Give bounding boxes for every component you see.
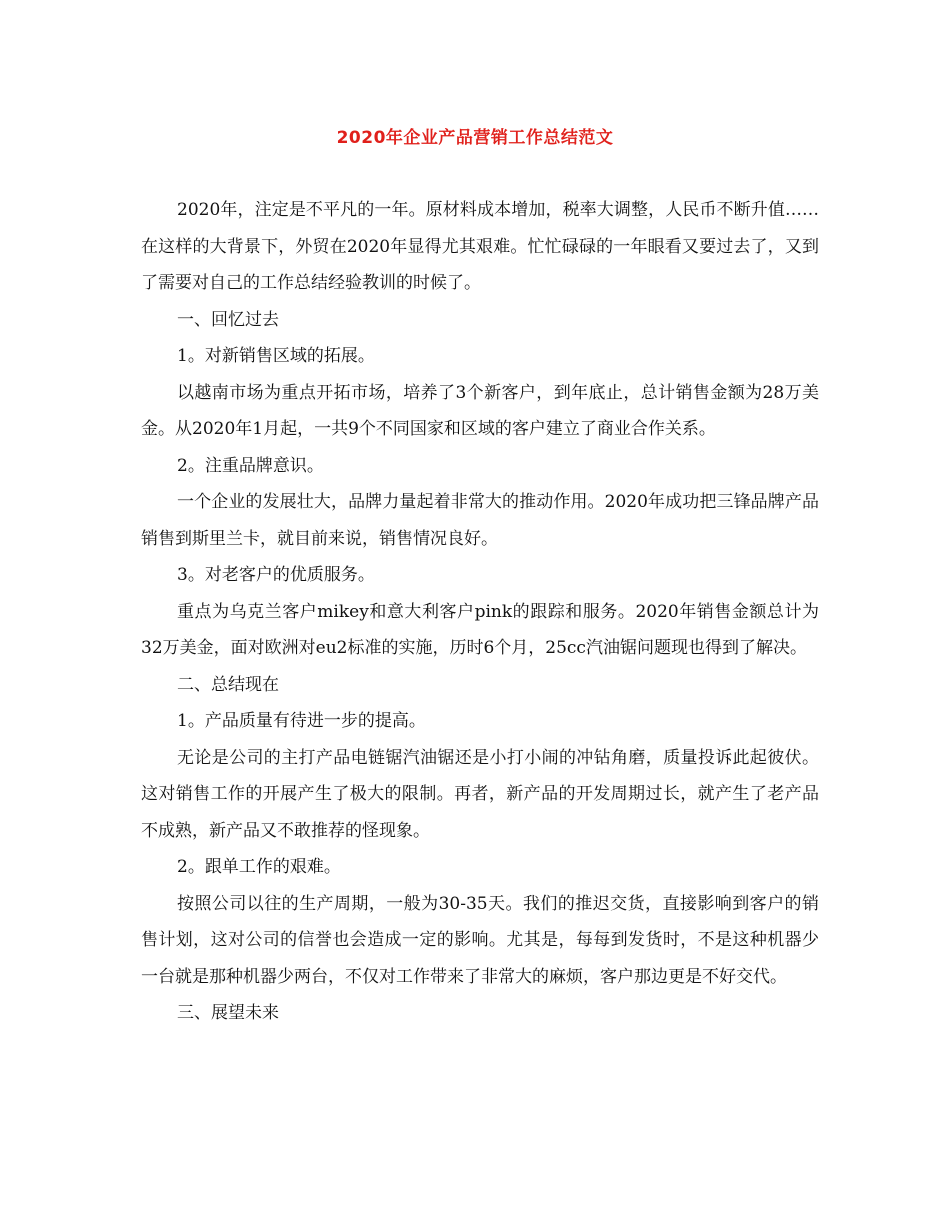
paragraph-production-cycle: 按照公司以往的生产周期，一般为30-35天。我们的推迟交货，直接影响到客户的销售计划，这对公司的信誉也会造成一定的影响。尤其是，每每到发货时，不是这种机器少一台就是那种机器少两台，不仅对工作带来了非常大的麻烦，客户那边更是不好交代。 [141, 893, 819, 987]
paragraph-quality-complaints: 无论是公司的主打产品电链锯汽油锯还是小打小闹的冲钻角磨，质量投诉此起彼伏。这对销售工作的开展产生了极大的限制。再者，新产品的开发周期过长，就产生了老产品不成熟，新产品又不敢推荐的怪现象。 [141, 747, 819, 841]
paragraph-brand-power: 一个企业的发展壮大，品牌力量起着非常大的推动作用。2020年成功把三锋品牌产品销售到斯里兰卡，就目前来说，销售情况良好。 [141, 492, 819, 549]
document-title: 2020年企业产品营销工作总结范文 [336, 128, 614, 148]
subheading-old-customer-service: 3。对老客户的优质服务。 [177, 565, 375, 585]
section-heading-review-past: 一、回忆过去 [177, 309, 279, 330]
paragraph-intro: 2020年，注定是不平凡的一年。原材料成本增加，税率大调整，人民币不断升值……在这样的大背景下，外贸在2020年显得尤其艰难。忙忙碌碌的一年眼看又要过去了，又到了需要对自己的工作总结经验教训的时候了。 [141, 200, 819, 293]
section-heading-look-future: 三、展望未来 [177, 1003, 279, 1023]
subheading-product-quality: 1。产品质量有待进一步的提高。 [177, 711, 426, 731]
paragraph-customer-follow-up: 重点为乌克兰客户mikey和意大利客户pink的跟踪和服务。2020年销售金额总计为32万美金，面对欧洲对eu2标准的实施，历时6个月，25cc汽油锯问题现也得到了解决。 [141, 601, 819, 658]
subheading-brand-awareness: 2。注重品牌意识。 [177, 455, 324, 476]
subheading-new-region-expansion: 1。对新销售区域的拓展。 [177, 346, 375, 366]
document-body [141, 192, 819, 1032]
subheading-order-follow-up: 2。跟单工作的艰难。 [177, 857, 341, 877]
section-heading-summarize-present: 二、总结现在 [177, 674, 279, 695]
paragraph-vietnam-market: 以越南市场为重点开拓市场，培养了3个新客户，到年底止，总计销售金额为28万美金。从2020年1月起，一共9个不同国家和区域的客户建立了商业合作关系。 [141, 382, 819, 439]
